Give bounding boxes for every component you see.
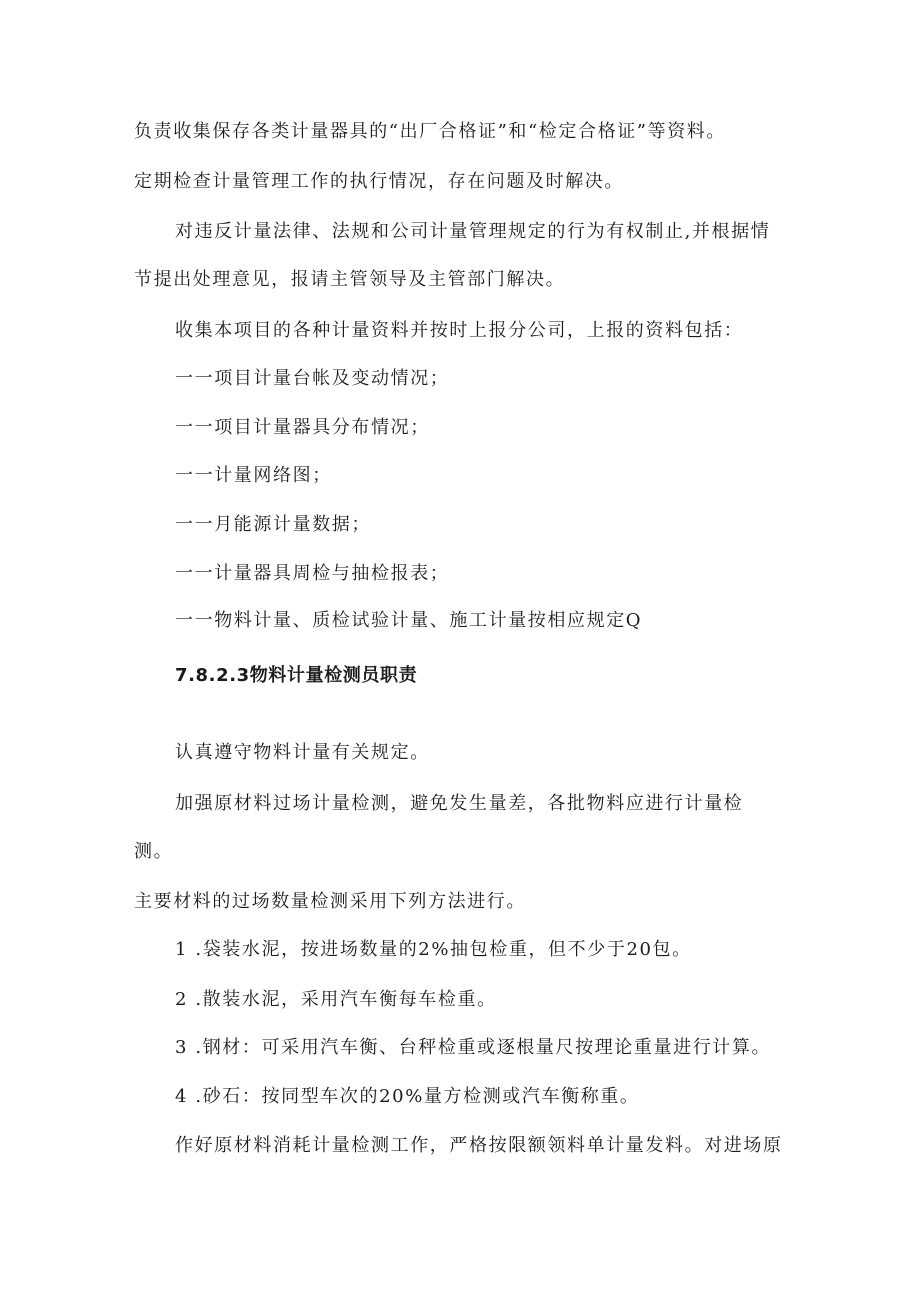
list-item: 一一计量网络图； — [175, 465, 332, 486]
list-item: 1 .袋装水泥，按进场数量的2%抽包检重，但不少于20包。 — [175, 939, 692, 960]
body-text-line: 负责收集保存各类计量器具的“出厂合格证”和“检定合格证”等资料。 — [134, 121, 727, 142]
body-text-line: 定期检查计量管理工作的执行情况，存在问题及时解决。 — [134, 171, 624, 192]
list-item: 一一项目计量器具分布情况； — [175, 417, 430, 438]
body-text-line: 作好原材料消耗计量检测工作，严格按限额领料单计量发料。对进场原 — [175, 1135, 783, 1156]
list-item: 4 .砂石：按同型车次的20%量方检测或汽车衡称重。 — [175, 1086, 640, 1107]
list-item: 3 .钢材：可采用汽车衡、台秤检重或逐根量尺按理论重量进行计算。 — [175, 1037, 772, 1058]
body-text-line: 测。 — [134, 841, 174, 862]
body-text-line: 加强原材料过场计量检测，避免发生量差，各批物料应进行计量检 — [175, 793, 744, 814]
list-item: 一一物料计量、质检试验计量、施工计量按相应规定Q — [175, 610, 643, 631]
body-text-line: 主要材料的过场数量检测采用下列方法进行。 — [134, 891, 526, 912]
list-item: 一一计量器具周检与抽检报表； — [175, 563, 450, 584]
body-text-line: 对违反计量法律、法规和公司计量管理规定的行为有权制止,并根据情 — [175, 221, 771, 242]
body-text-line: 认真遵守物料计量有关规定。 — [175, 742, 430, 763]
section-heading: 7.8.2.3物料计量检测员职责 — [175, 665, 418, 686]
body-text-line: 收集本项目的各种计量资料并按时上报分公司，上报的资料包括： — [175, 320, 744, 341]
body-text-line: 节提出处理意见，报请主管领导及主管部门解决。 — [134, 269, 566, 290]
list-item: 2 .散装水泥，采用汽车衡每车检重。 — [175, 989, 497, 1010]
list-item: 一一月能源计量数据； — [175, 514, 371, 535]
list-item: 一一项目计量台帐及变动情况； — [175, 368, 450, 389]
